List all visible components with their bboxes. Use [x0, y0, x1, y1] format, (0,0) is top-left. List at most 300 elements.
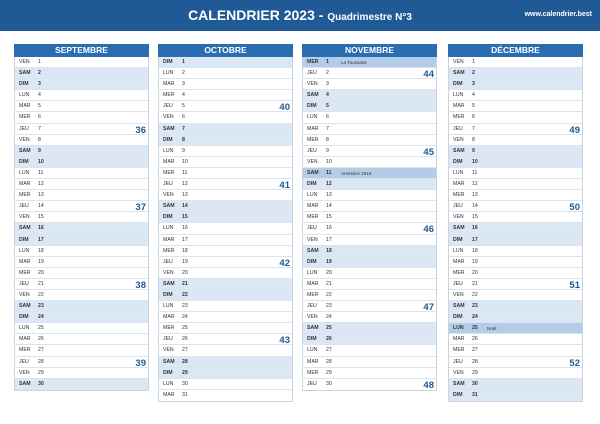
day-number: 12: [472, 181, 478, 188]
day-name: SAM: [453, 147, 465, 154]
day-row: [15, 68, 148, 79]
day-name: DIM: [453, 158, 463, 165]
day-name: DIM: [453, 81, 463, 88]
day-name: DIM: [19, 81, 29, 88]
day-name: DIM: [19, 314, 29, 321]
day-number: 9: [38, 147, 41, 154]
day-row: [449, 112, 582, 123]
week-number: 45: [423, 146, 434, 158]
holiday-label: Armistice 1918: [341, 170, 372, 176]
website-link[interactable]: www.calendrier.best: [524, 11, 592, 18]
day-number: 6: [38, 114, 41, 121]
day-row: [449, 101, 582, 112]
day-name: MAR: [163, 314, 175, 321]
day-name: DIM: [163, 214, 173, 221]
day-name: MAR: [453, 181, 465, 188]
day-number: 19: [182, 258, 188, 265]
day-name: JEU: [307, 70, 317, 77]
week-number: 42: [279, 257, 290, 269]
day-row: [15, 157, 148, 168]
day-row: [303, 301, 436, 312]
day-list: [448, 57, 583, 402]
day-name: MER: [453, 269, 465, 276]
day-number: 14: [472, 203, 478, 210]
day-row: [303, 212, 436, 223]
day-name: DIM: [163, 291, 173, 298]
day-row: [303, 201, 436, 212]
day-number: 8: [472, 136, 475, 143]
day-name: SAM: [19, 225, 31, 232]
day-row: [159, 157, 292, 168]
week-number: 37: [135, 202, 146, 214]
day-number: 13: [326, 192, 332, 199]
day-number: 24: [326, 314, 332, 321]
day-number: 2: [182, 70, 185, 77]
holiday-label: La Toussaint: [341, 60, 367, 65]
day-number: 10: [182, 158, 188, 165]
day-row: [303, 223, 436, 234]
day-name: MER: [19, 347, 31, 354]
day-number: 2: [326, 70, 329, 77]
day-row: [159, 345, 292, 356]
day-row: [159, 312, 292, 323]
day-name: VEN: [307, 158, 318, 165]
day-row: [303, 190, 436, 201]
day-row: [159, 235, 292, 246]
day-number: 30: [38, 380, 44, 387]
day-name: DIM: [163, 369, 173, 376]
day-name: LUN: [163, 380, 174, 387]
week-number: 50: [569, 202, 580, 214]
day-name: MER: [453, 192, 465, 199]
day-row: [15, 146, 148, 157]
day-name: LUN: [163, 225, 174, 232]
day-row: [303, 124, 436, 135]
day-name: VEN: [19, 136, 30, 143]
day-row: [159, 201, 292, 212]
day-number: 12: [38, 181, 44, 188]
day-number: 17: [182, 236, 188, 243]
day-number: 15: [326, 214, 332, 221]
day-row: [15, 368, 148, 379]
day-row: [449, 323, 582, 334]
day-name: JEU: [163, 103, 173, 110]
day-number: 31: [472, 391, 478, 398]
day-number: 12: [182, 181, 188, 188]
month-september: [14, 44, 149, 391]
day-row: [159, 379, 292, 390]
day-row: [303, 357, 436, 368]
month-header: NOVEMBRE: [302, 44, 437, 57]
day-row: [15, 357, 148, 368]
day-number: 12: [326, 181, 332, 188]
day-name: MER: [163, 325, 175, 332]
day-name: LUN: [163, 147, 174, 154]
day-number: 8: [38, 136, 41, 143]
day-number: 23: [472, 303, 478, 310]
day-number: 27: [38, 347, 44, 354]
day-row: [449, 345, 582, 356]
day-row: [159, 268, 292, 279]
day-name: JEU: [19, 125, 29, 132]
day-number: 5: [38, 103, 41, 110]
month-header: SEPTEMBRE: [14, 44, 149, 57]
day-row: [15, 135, 148, 146]
day-number: 20: [38, 269, 44, 276]
day-number: 22: [182, 291, 188, 298]
day-name: LUN: [307, 347, 318, 354]
day-row: [303, 57, 436, 68]
day-row: [449, 257, 582, 268]
day-name: VEN: [307, 81, 318, 88]
day-name: VEN: [453, 214, 464, 221]
day-name: DIM: [163, 136, 173, 143]
day-name: VEN: [163, 114, 174, 121]
day-name: VEN: [453, 369, 464, 376]
day-name: SAM: [19, 380, 31, 387]
day-name: MAR: [307, 280, 319, 287]
day-number: 16: [472, 225, 478, 232]
day-name: DIM: [307, 336, 317, 343]
day-number: 16: [326, 225, 332, 232]
day-name: MAR: [19, 181, 31, 188]
day-number: 5: [182, 103, 185, 110]
day-row: [159, 301, 292, 312]
day-row: [15, 345, 148, 356]
day-number: 27: [472, 347, 478, 354]
day-row: [15, 334, 148, 345]
day-number: 19: [472, 258, 478, 265]
day-number: 6: [472, 114, 475, 121]
day-row: [15, 124, 148, 135]
day-name: SAM: [307, 92, 319, 99]
month-header: DÉCEMBRE: [448, 44, 583, 57]
day-name: MAR: [19, 103, 31, 110]
week-number: 48: [423, 379, 434, 391]
day-number: 18: [182, 247, 188, 254]
day-number: 25: [38, 325, 44, 332]
day-name: SAM: [453, 380, 465, 387]
day-name: VEN: [453, 136, 464, 143]
day-number: 11: [472, 169, 478, 176]
day-number: 7: [472, 125, 475, 132]
day-row: [303, 379, 436, 390]
week-number: 49: [569, 124, 580, 136]
day-name: VEN: [163, 269, 174, 276]
day-name: JEU: [307, 225, 317, 232]
day-row: [303, 257, 436, 268]
day-name: LUN: [453, 92, 464, 99]
day-name: MAR: [19, 258, 31, 265]
week-number: 51: [569, 279, 580, 291]
day-name: LUN: [19, 325, 30, 332]
day-row: [159, 179, 292, 190]
day-number: 18: [38, 247, 44, 254]
day-name: SAM: [307, 325, 319, 332]
day-name: MER: [307, 291, 319, 298]
day-name: LUN: [307, 192, 318, 199]
day-row: [303, 323, 436, 334]
day-row: [449, 135, 582, 146]
day-row: [449, 146, 582, 157]
day-row: [449, 334, 582, 345]
day-row: [303, 135, 436, 146]
day-row: [303, 179, 436, 190]
day-name: SAM: [163, 203, 175, 210]
day-row: [449, 246, 582, 257]
day-number: 1: [182, 59, 185, 65]
week-number: 46: [423, 224, 434, 236]
day-name: MAR: [453, 336, 465, 343]
day-number: 10: [326, 158, 332, 165]
day-name: LUN: [453, 247, 464, 254]
day-row: [15, 323, 148, 334]
day-number: 27: [182, 347, 188, 354]
day-row: [159, 323, 292, 334]
day-row: [159, 279, 292, 290]
day-name: LUN: [163, 303, 174, 310]
day-number: 4: [182, 92, 185, 99]
day-row: [15, 268, 148, 279]
day-number: 9: [182, 147, 185, 154]
day-number: 28: [38, 358, 44, 365]
day-row: [159, 68, 292, 79]
day-number: 20: [326, 269, 332, 276]
day-number: 29: [326, 369, 332, 376]
day-name: SAM: [307, 169, 319, 176]
day-number: 22: [472, 291, 478, 298]
day-number: 29: [182, 369, 188, 376]
day-name: LUN: [163, 70, 174, 77]
day-number: 31: [182, 391, 188, 398]
day-name: SAM: [453, 225, 465, 232]
day-name: VEN: [307, 314, 318, 321]
day-number: 8: [326, 136, 329, 143]
day-row: [15, 57, 148, 68]
day-number: 7: [38, 125, 41, 132]
week-number: 36: [135, 124, 146, 136]
day-number: 18: [326, 247, 332, 254]
day-number: 29: [38, 369, 44, 376]
day-row: [159, 135, 292, 146]
day-name: MER: [163, 247, 175, 254]
day-list: [158, 57, 293, 402]
day-number: 16: [38, 225, 44, 232]
day-row: [449, 390, 582, 401]
day-row: [159, 57, 292, 68]
day-row: [449, 357, 582, 368]
day-number: 22: [38, 291, 44, 298]
day-name: MER: [453, 347, 465, 354]
day-list: [14, 57, 149, 391]
day-number: 13: [472, 192, 478, 199]
day-number: 28: [182, 358, 188, 365]
day-row: [15, 290, 148, 301]
day-number: 19: [326, 258, 332, 265]
day-row: [15, 235, 148, 246]
day-row: [15, 379, 148, 390]
day-number: 15: [38, 214, 44, 221]
day-number: 17: [38, 236, 44, 243]
day-row: [159, 190, 292, 201]
day-number: 25: [472, 325, 478, 332]
day-number: 11: [38, 169, 44, 176]
day-number: 2: [472, 70, 475, 77]
day-row: [449, 223, 582, 234]
day-number: 29: [472, 369, 478, 376]
week-number: 47: [423, 302, 434, 314]
day-name: DIM: [453, 314, 463, 321]
day-number: 26: [182, 336, 188, 343]
week-number: 38: [135, 279, 146, 291]
day-number: 25: [182, 325, 188, 332]
day-number: 18: [472, 247, 478, 254]
week-number: 39: [135, 357, 146, 369]
day-row: [159, 246, 292, 257]
day-row: [303, 268, 436, 279]
day-name: VEN: [453, 291, 464, 298]
day-row: [303, 112, 436, 123]
day-number: 15: [182, 214, 188, 221]
day-name: MAR: [163, 236, 175, 243]
day-row: [449, 235, 582, 246]
day-name: LUN: [453, 325, 464, 332]
day-row: [159, 90, 292, 101]
day-row: [159, 368, 292, 379]
day-name: SAM: [19, 70, 31, 77]
day-name: MAR: [453, 258, 465, 265]
day-row: [449, 312, 582, 323]
day-name: MAR: [307, 125, 319, 132]
day-row: [15, 179, 148, 190]
day-number: 23: [38, 303, 44, 310]
day-row: [303, 279, 436, 290]
day-row: [15, 90, 148, 101]
day-name: JEU: [307, 147, 317, 154]
day-number: 22: [326, 291, 332, 298]
day-number: 30: [472, 380, 478, 387]
day-number: 17: [326, 236, 332, 243]
day-row: [449, 157, 582, 168]
day-name: JEU: [307, 303, 317, 310]
day-name: JEU: [163, 336, 173, 343]
day-name: VEN: [19, 291, 30, 298]
day-number: 26: [472, 336, 478, 343]
day-name: DIM: [307, 181, 317, 188]
day-name: LUN: [453, 169, 464, 176]
day-name: MAR: [163, 81, 175, 88]
day-row: [159, 124, 292, 135]
day-number: 2: [38, 70, 41, 77]
day-name: LUN: [307, 269, 318, 276]
day-row: [303, 334, 436, 345]
month-october: [158, 44, 293, 402]
day-row: [303, 168, 436, 179]
day-number: 20: [182, 269, 188, 276]
day-name: MER: [19, 114, 31, 121]
day-number: 14: [38, 203, 44, 210]
day-number: 9: [472, 147, 475, 154]
day-row: [15, 79, 148, 90]
day-name: JEU: [19, 203, 29, 210]
day-row: [303, 246, 436, 257]
day-number: 1: [472, 59, 475, 65]
day-name: MER: [307, 369, 319, 376]
day-row: [449, 212, 582, 223]
day-number: 10: [38, 158, 44, 165]
day-row: [449, 190, 582, 201]
day-number: 26: [38, 336, 44, 343]
day-row: [15, 246, 148, 257]
day-name: JEU: [453, 125, 463, 132]
day-row: [449, 379, 582, 390]
day-row: [303, 368, 436, 379]
day-row: [449, 168, 582, 179]
day-number: 25: [326, 325, 332, 332]
day-name: MAR: [163, 158, 175, 165]
day-number: 21: [326, 280, 332, 287]
day-number: 14: [326, 203, 332, 210]
day-row: [449, 279, 582, 290]
day-name: JEU: [19, 280, 29, 287]
day-number: 3: [472, 81, 475, 88]
day-number: 8: [182, 136, 185, 143]
day-row: [449, 268, 582, 279]
day-row: [159, 257, 292, 268]
day-row: [303, 345, 436, 356]
day-name: VEN: [19, 59, 30, 65]
title-subtitle: Quadrimestre N°3: [327, 12, 412, 23]
day-name: DIM: [163, 59, 173, 65]
day-number: 21: [182, 280, 188, 287]
day-name: DIM: [453, 236, 463, 243]
day-number: 5: [472, 103, 475, 110]
day-name: DIM: [19, 236, 29, 243]
day-number: 30: [182, 380, 188, 387]
day-row: [449, 201, 582, 212]
day-row: [159, 223, 292, 234]
day-number: 30: [326, 380, 332, 387]
week-number: 40: [279, 102, 290, 114]
day-number: 4: [326, 92, 329, 99]
day-row: [449, 290, 582, 301]
day-name: LUN: [19, 247, 30, 254]
day-name: MER: [307, 136, 319, 143]
day-number: 21: [472, 280, 478, 287]
day-name: MER: [307, 214, 319, 221]
day-number: 1: [326, 59, 329, 65]
day-number: 13: [182, 192, 188, 199]
day-name: LUN: [19, 169, 30, 176]
day-number: 9: [326, 147, 329, 154]
day-number: 10: [472, 158, 478, 165]
day-name: VEN: [19, 369, 30, 376]
day-name: SAM: [19, 303, 31, 310]
day-row: [449, 79, 582, 90]
day-number: 24: [182, 314, 188, 321]
day-name: VEN: [163, 192, 174, 199]
day-name: LUN: [19, 92, 30, 99]
day-number: 15: [472, 214, 478, 221]
week-number: 41: [279, 180, 290, 192]
day-name: MAR: [307, 358, 319, 365]
day-name: JEU: [453, 203, 463, 210]
day-row: [15, 212, 148, 223]
day-name: SAM: [307, 247, 319, 254]
day-row: [159, 146, 292, 157]
day-row: [15, 223, 148, 234]
day-name: DIM: [19, 158, 29, 165]
